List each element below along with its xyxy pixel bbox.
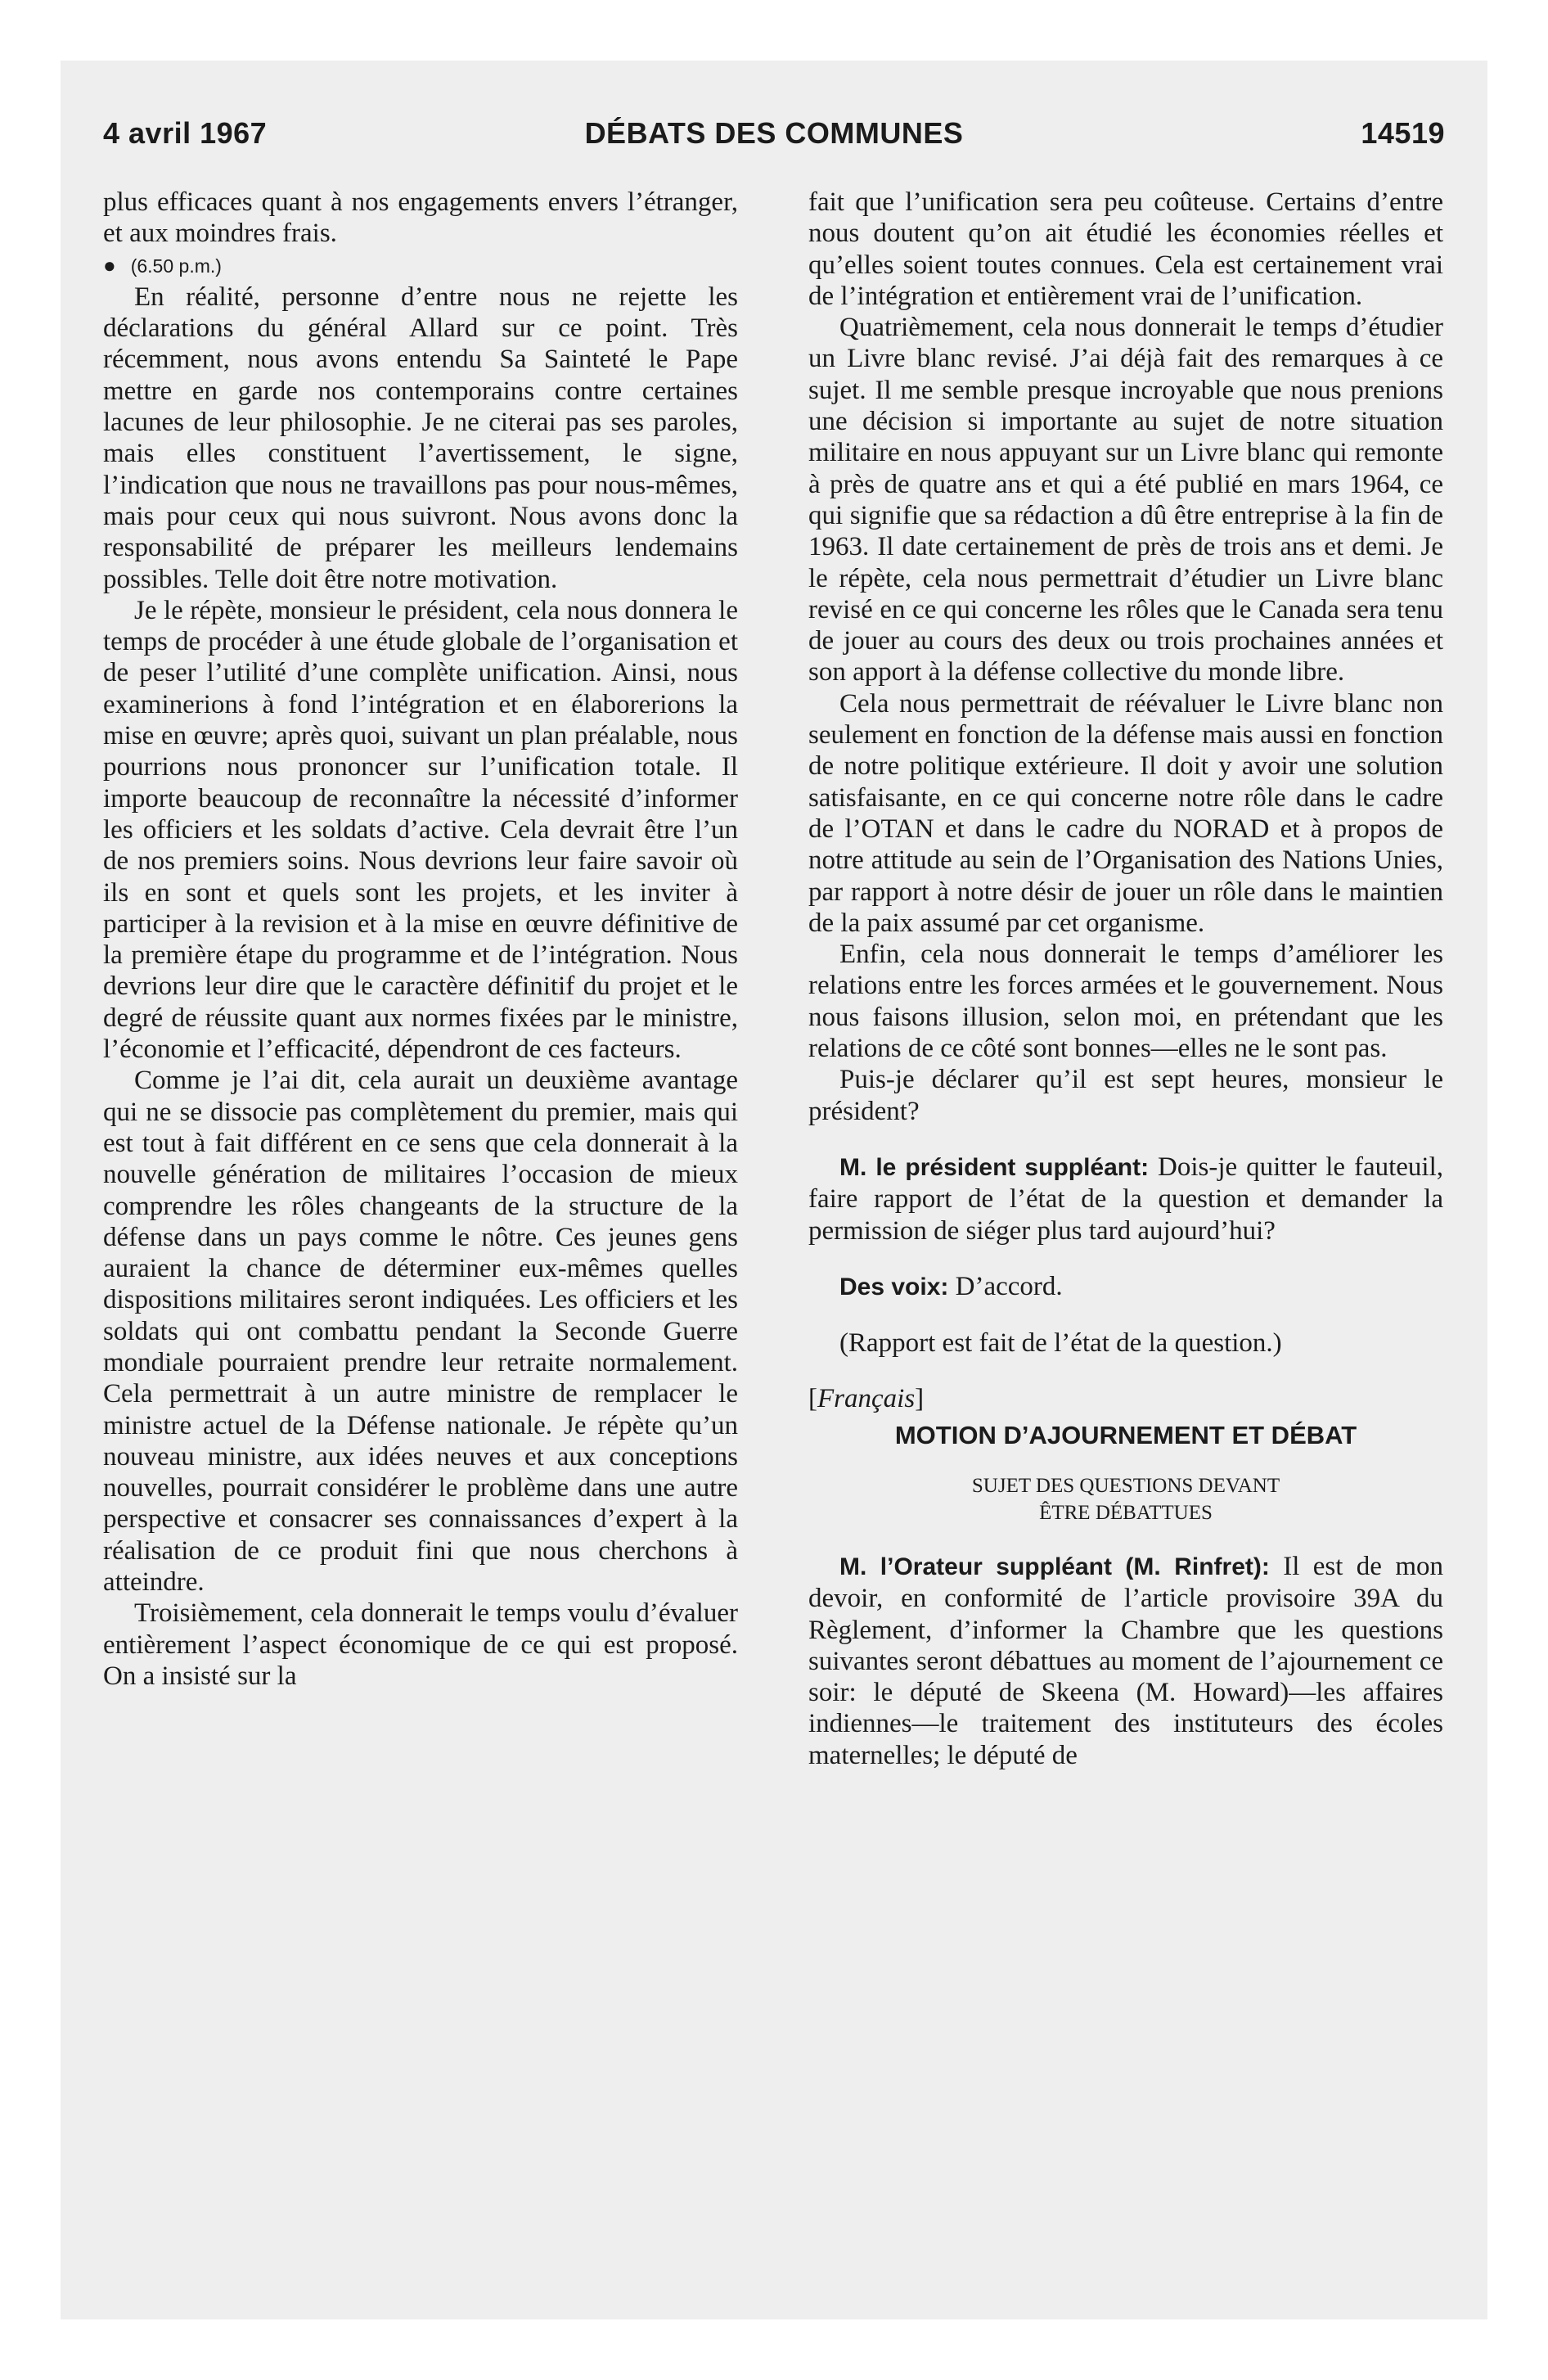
language-marker: [Français] <box>808 1384 925 1414</box>
report-note: (Rapport est fait de l’état de la question.) <box>839 1328 1282 1359</box>
page <box>61 61 1487 2319</box>
paragraph: Troisièmement, cela donnerait le temps voulu d’évaluer entièrement l’aspect économique de ce qui est proposé. On a insisté sur la <box>103 1598 738 1691</box>
bullet-icon: ● <box>103 252 116 277</box>
paragraph: Enfin, cela nous donnerait le temps d’améliorer les relations entre les forces armées et le gouvernement. Nous nous faisons illusion, selon moi, en prétendant que les relations de ce côté sont bonnes—elles ne le sont pas. <box>808 940 1443 1064</box>
section-heading: MOTION D’AJOURNEMENT ET DÉBAT <box>894 1420 1357 1449</box>
header-title: DÉBATS DES COMMUNES <box>584 116 964 150</box>
speech-text: Dois-je quitter le fauteuil, faire rapport de l’état de la question et demander la permission de siéger plus tard aujourd’hui? <box>808 1152 1443 1246</box>
speech <box>808 1152 1443 1246</box>
language-name: Français <box>817 1384 916 1414</box>
page-header <box>103 116 1445 165</box>
paragraph: Cela nous permettrait de réévaluer le Livre blanc non seulement en fonction de la défense mais aussi en fonction de notre politique extérieure. Il doit y avoir une solution satisfaisante, en ce qui concerne notre rôle dans le cadre de l’OTAN et dans le cadre du NORAD et à propos de notre attitude au sein de l’Organisation des Nations Unies, par rapport à notre désir de jouer un rôle dans le maintien de la paix assumé par cet organisme. <box>808 688 1443 938</box>
paragraph: plus efficaces quant à nos engagements envers l’étranger, et aux moindres frais. <box>103 187 738 249</box>
paragraph: Je le répète, monsieur le président, cela nous donnera le temps de procéder à une étude globale de l’organisation et de peser l’utilité d’une complète unification. Ainsi, nous examinerions à fond l’intégration et en élaborerions la mise en œuvre; après quoi, suivant un plan préalable, nous pourrions nous prononcer sur l’unification totale. Il importe beaucoup de reconnaître la nécessité d’informer les officiers et les soldats d’active. Cela devrait être l’un de nos premiers soins. Nous devrions leur faire savoir où ils en sont et quels sont les projets, et les inviter à participer à la revision et à la mise en œuvre définitive de la première étape du programme et de l’intégration. Nous devrions leur dire que le caractère définitif du projet et le degré de réussite quant aux normes fixées par le ministre, l’économie et l’efficacité, dépendront de ces facteurs. <box>103 595 738 1065</box>
paragraph: Quatrièmement, cela nous donnerait le temps d’étudier un Livre blanc revisé. J’ai déjà fait des remarques à ce sujet. Il me semble presque incroyable que nous prenions une décision si importante au sujet de notre situation militaire en nous appuyant sur un Livre blanc qui remonte à près de quatre ans et qui a été publié en mars 1964, ce qui signifie que sa rédaction a dû être entreprise à la fin de 1963. Il date certainement de près de trois ans et demi. Je le répète, cela nous permettrait d’étudier un Livre blanc revisé en ce qui concerne les rôles que le Canada sera tenu de jouer au cours des deux ou trois prochaines années et son apport à la défense collective du monde libre. <box>808 313 1443 687</box>
header-date: 4 avril 1967 <box>103 116 268 150</box>
paragraph: fait que l’unification sera peu coûteuse. Certains d’entre nous doutent qu’on ait étudié les économies réelles et qu’elles soient toutes connues. Cela est certainement vrai de l’intégration et entièrement vrai de l’unification. <box>808 187 1443 311</box>
speech <box>808 1271 1443 1303</box>
speaker-name: Des voix: <box>839 1273 949 1300</box>
left-column <box>103 187 738 1692</box>
paragraph: En réalité, personne d’entre nous ne rejette les déclarations du général Allard sur ce point. Très récemment, nous avons entendu Sa Sainteté le Pape mettre en garde nos contemporains contre certaines lacunes de leur philosophie. Je ne citerai pas ses paroles, mais elles constituent l’avertissement, le signe, l’indication que nous ne travaillons pas pour nous-mêmes, mais pour ceux qui nous suivront. Nous avons donc la responsabilité de préparer les meilleurs lendemains possibles. Telle doit être notre motivation. <box>103 282 738 594</box>
speech <box>808 1551 1443 1771</box>
section-subheading <box>808 1472 1443 1526</box>
subheading-line: ÊTRE DÉBATTUES <box>1039 1501 1213 1524</box>
paragraph: Comme je l’ai dit, cela aurait un deuxième avantage qui ne se dissocie pas complètement du premier, mais qui est tout à fait différent en ce sens que cela donnerait à la nouvelle génération de militaires l’occasion de mieux comprendre les rôles changeants de la structure de la défense dans un pays comme le nôtre. Ces jeunes gens auraient la chance de déterminer eux-mêmes quelles dispositions militaires seront indiquées. Les officiers et les soldats qui ont combattu pendant la Seconde Guerre mondiale pourraient prendre leur retraite normalement. Cela permettrait à un autre ministre de remplacer le ministre actuel de la Défense nationale. Je répète qu’un nouveau ministre, aux idées neuves et aux conceptions nouvelles, pourrait considérer le problème dans une autre perspective et consacrer ses connaissances d’expert à la réalisation de ce produit fini que nous cherchons à atteindre. <box>103 1066 738 1598</box>
subheading-line: SUJET DES QUESTIONS DEVANT <box>971 1474 1280 1497</box>
right-column <box>808 187 1443 1771</box>
speech-text: D’accord. <box>955 1271 1063 1301</box>
paragraph: Puis-je déclarer qu’il est sept heures, monsieur le président? <box>808 1065 1443 1126</box>
speaker-name: M. le président suppléant: <box>839 1153 1150 1181</box>
page-number: 14519 <box>1361 116 1445 150</box>
speaker-name: M. l’Orateur suppléant (M. Rinfret): <box>839 1553 1270 1580</box>
speech-text: Il est de mon devoir, en conformité de l’article provisoire 39A du Règlement, d’informer la Chambre que les questions suivantes seront débattues au moment de l’ajournement ce soir: le député de Skeena (M. Howard)—les affaires indiennes—le traitement des instituteurs des écoles maternelles; le député de <box>808 1551 1443 1770</box>
time-marker <box>103 250 738 282</box>
time-label: (6.50 p.m.) <box>130 255 222 277</box>
